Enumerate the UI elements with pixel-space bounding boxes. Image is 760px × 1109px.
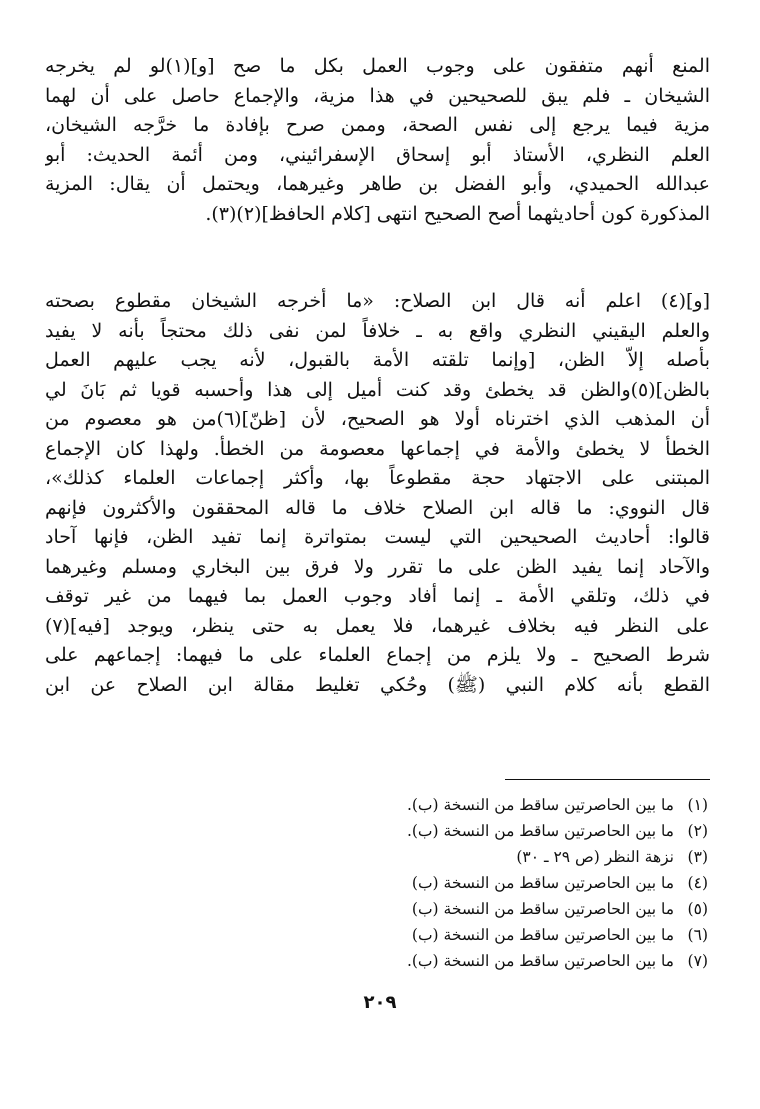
text-line: [و](٤) اعلم أنه قال ابن الصلاح: «ما أخرجه الشيخان مقطوع بصحته (45, 290, 710, 312)
text-line: عبدالله الحميدي، وأبو الفضل بن طاهر وغيرهما، ويحتمل أن يقال: المزية (45, 173, 710, 195)
footnote-text: ما بين الحاصرتين ساقط من النسخة (ب) (411, 926, 674, 944)
footnote-text: ما بين الحاصرتين ساقط من النسخة (ب). (406, 796, 674, 814)
text-line: المنع أنهم متفقون على وجوب العمل بكل ما صح [و](١)لو لم يخرجه (45, 55, 710, 77)
footnote-divider (505, 779, 710, 780)
text-line: المذكورة كون أحاديثهما أصح الصحيح انتهى [كلام الحافظ](٢)(٣). (205, 202, 710, 225)
footnote (208, 896, 708, 922)
text-line: القطع بأنه كلام النبي (ﷺ) وحُكي تغليط مقالة ابن الصلاح عن ابن (45, 673, 710, 696)
footnotes (208, 792, 708, 974)
text-line: في ذلك، وتلقي الأمة ـ إنما أفاد وجوب العمل بما فيهما من غير توقف (45, 585, 710, 607)
text-line: والعلم اليقيني النظري واقع به ـ خلافاً لمن نفى ذلك محتجاً بأنه لا يفيد (45, 319, 710, 342)
footnote-number: (٦) (687, 926, 708, 944)
paragraph-1 (45, 52, 710, 229)
text-line: العلم النظري، الأستاذ أبو إسحاق الإسفرائيني، ومن أئمة الحديث: أبو (45, 143, 710, 166)
text-line: بالظن](٥)والظن قد يخطئ وقد كنت أميل إلى هذا وأحسبه قويا ثم بَانَ لي (45, 378, 710, 401)
footnote-text: ما بين الحاصرتين ساقط من النسخة (ب) (411, 874, 674, 892)
footnote-text: ما بين الحاصرتين ساقط من النسخة (ب). (406, 822, 674, 840)
footnote-number: (٥) (687, 900, 708, 918)
footnote-text: ما بين الحاصرتين ساقط من النسخة (ب). (406, 952, 674, 970)
footnote (208, 870, 708, 896)
footnote-text: ما بين الحاصرتين ساقط من النسخة (ب) (411, 900, 674, 918)
text-line: قالوا: أحاديث الصحيحين التي ليست بمتواترة إنما تفيد الظن، فإنها آحاد (45, 526, 710, 548)
text-line: مزية فيما يرجع إلى نفس الصحة، وممن صرح بإفادة ما خرَّجه الشيخان، (45, 114, 710, 136)
footnote (208, 948, 708, 974)
page-number: ٢٠٩ (363, 992, 397, 1013)
text-line: والآحاد إنما يفيد الظن على ما تقرر ولا فرق بين البخاري ومسلم وغيرهما (45, 555, 710, 578)
footnote-number: (٤) (687, 874, 708, 892)
footnote-number: (٢) (687, 822, 708, 840)
footnote (208, 844, 708, 870)
text-line: بأصله إلاّ الظن، [وإنما تلقته الأمة بالقبول، لأنه يجب عليهم العمل (45, 349, 710, 371)
footnote (208, 792, 708, 818)
text-line: الشيخان ـ فلم يبق للصحيحين في هذا مزية، والإجماع حاصل على أن لهما (45, 84, 710, 107)
paragraph-2 (45, 287, 710, 700)
footnote-number: (٧) (687, 952, 708, 970)
text-line: الخطأ لا يخطئ والأمة في إجماعها معصومة من الخطأ. ولهذا كان الإجماع (45, 437, 710, 460)
footnote-number: (٣) (687, 848, 708, 866)
text-line: قال النووي: ما قاله ابن الصلاح خلاف ما قاله المحققون والأكثرون فإنهم (45, 496, 710, 519)
footnote (208, 818, 708, 844)
text-line: على النظر فيه بخلاف غيرهما، فلا يعمل به حتى ينظر، ويوجد [فيه](٧) (45, 614, 710, 637)
text-line: شرط الصحيح ـ ولا يلزم من إجماع العلماء على ما فيهما: إجماعهم على (45, 644, 710, 666)
footnote-number: (١) (687, 796, 708, 814)
footnote-text: نزهة النظر (ص ٢٩ ـ ٣٠) (516, 848, 674, 866)
text-line: أن المذهب الذي اخترناه أولا هو الصحيح، لأن [ظنّ](٦)من هو معصوم من (45, 408, 710, 430)
text-line: المبتنى على الاجتهاد حجة مقطوعاً بها، وأكثر إجماعات العلماء كذلك»، (45, 467, 710, 489)
footnote (208, 922, 708, 948)
